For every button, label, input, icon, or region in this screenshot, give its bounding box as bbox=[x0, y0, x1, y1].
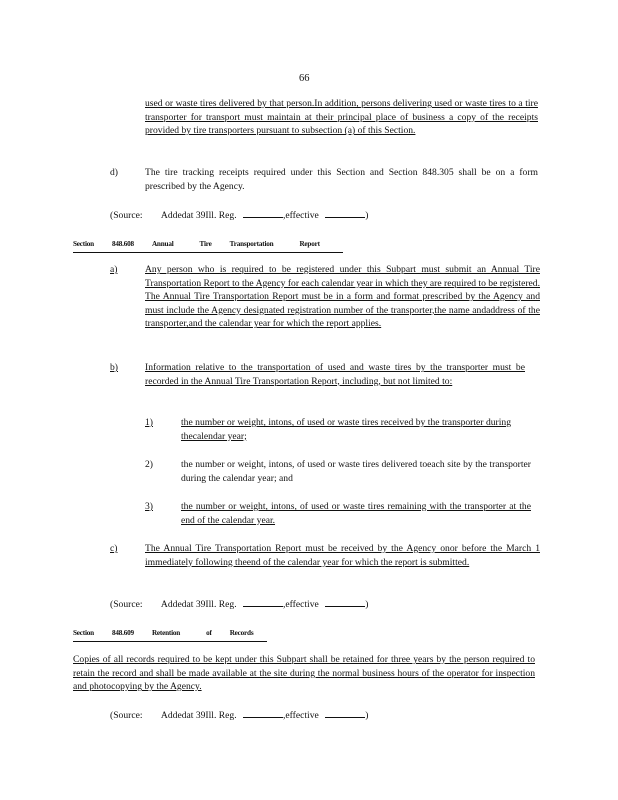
section-title-word: Records bbox=[229, 629, 254, 637]
continuation-paragraph: used or waste tires delivered by that person.In addition, persons delivering used or waste tires to a tire transporter for transport must maintain at their principal place of business a copy of the receipts provided by tire transporters pursuant to subsection (a) of this Section. bbox=[145, 98, 538, 137]
section-heading-608 bbox=[73, 238, 343, 253]
section-word: Section bbox=[73, 240, 94, 248]
section-title-word: Annual bbox=[151, 240, 174, 248]
source-effective: ,effective bbox=[283, 710, 319, 721]
source-line bbox=[110, 708, 368, 723]
source-close: ) bbox=[365, 599, 369, 610]
section-title-word: of bbox=[206, 629, 212, 637]
subitem-1-label: 1) bbox=[145, 417, 153, 428]
section-heading-609 bbox=[73, 627, 267, 642]
source-blank bbox=[243, 708, 283, 718]
subitem-3-label: 3) bbox=[145, 501, 153, 512]
item-b-text: Information relative to the transportation of used and waste tires by the transporter must be recorded in the Annual Tire Transportation Report, including, but not limited to: bbox=[145, 362, 525, 387]
subitem-3-text: the number or weight, intons, of used or waste tires remaining with the transporter at the end of the calendar year. bbox=[181, 501, 531, 526]
subitem-1-text: the number or weight, intons, of used or waste tires received by the transporter during thecalendar year; bbox=[181, 417, 511, 442]
source-text: Addedat 39Ill. Reg. bbox=[160, 599, 237, 610]
item-c-text: The Annual Tire Transportation Report must be received by the Agency onor before the March 1 immediately following theend of the calendar year for which the report is submitted. bbox=[145, 543, 540, 568]
source-blank bbox=[325, 708, 365, 718]
source-effective: ,effective bbox=[283, 599, 319, 610]
source-blank bbox=[243, 208, 283, 218]
source-prefix: (Source: bbox=[110, 599, 143, 610]
section-number: 848.608 bbox=[111, 240, 134, 248]
source-blank bbox=[325, 597, 365, 607]
item-c-label: c) bbox=[110, 543, 118, 554]
source-prefix: (Source: bbox=[110, 210, 143, 221]
subitem-2-text: the number or weight, intons, of used or waste tires delivered toeach site by the transporter during the calendar year; and bbox=[181, 459, 531, 484]
section-number: 848.609 bbox=[111, 629, 134, 637]
section-title-word: Report bbox=[299, 240, 320, 248]
source-blank bbox=[243, 597, 283, 607]
source-close: ) bbox=[365, 210, 369, 221]
subitem-2-label: 2) bbox=[145, 459, 153, 470]
item-d-label: d) bbox=[110, 167, 118, 178]
source-line bbox=[110, 208, 368, 223]
item-a-text: Any person who is required to be registered under this Subpart must submit an Annual Tire Transportation Report to the Agency for each calendar year in which they are required to be registered. The Annual Tire Transportation Report must be in a form and format prescribed by the Agency and must include the Agency designated registration number of the transporter,the name andaddress of the transporter,and the calendar year for which the report applies. bbox=[145, 264, 540, 330]
source-blank bbox=[325, 208, 365, 218]
section-title-word: Tire bbox=[199, 240, 212, 248]
retention-paragraph: Copies of all records required to be kept under this Subpart shall be retained for three years by the person required to retain the record and shall be made available at the site during the normal business hours of the operator for inspection and photocopying by the Agency. bbox=[73, 654, 535, 693]
source-line bbox=[110, 597, 368, 612]
section-word: Section bbox=[73, 629, 94, 637]
source-text: Addedat 39Ill. Reg. bbox=[160, 210, 237, 221]
source-close: ) bbox=[365, 710, 369, 721]
item-a-label: a) bbox=[110, 264, 118, 275]
item-b-label: b) bbox=[110, 362, 118, 373]
section-title-word: Retention bbox=[151, 629, 181, 637]
item-d-text: The tire tracking receipts required under this Section and Section 848.305 shall be on a form prescribed by the Agency. bbox=[145, 167, 538, 192]
source-text: Addedat 39Ill. Reg. bbox=[160, 710, 237, 721]
section-title-word: Transportation bbox=[229, 240, 274, 248]
page-number: 66 bbox=[299, 73, 310, 84]
source-effective: ,effective bbox=[283, 210, 319, 221]
source-prefix: (Source: bbox=[110, 710, 143, 721]
